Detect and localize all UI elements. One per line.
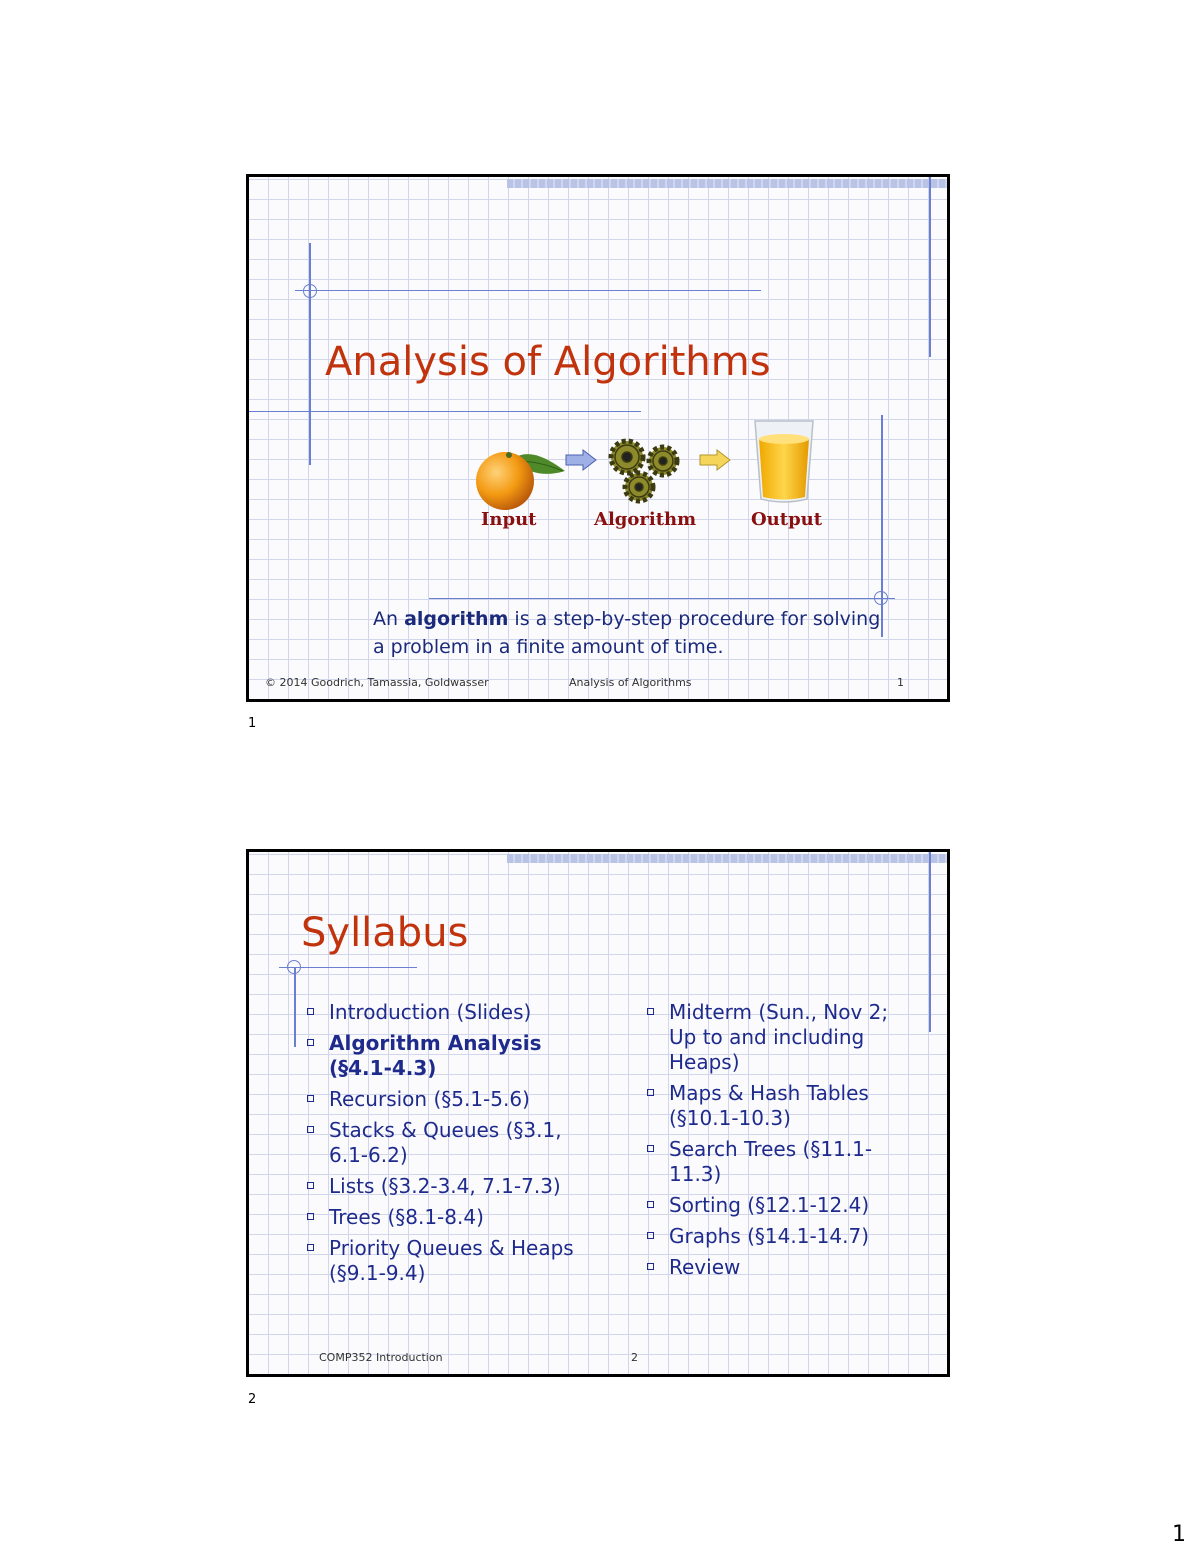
page-number: 1 (248, 716, 257, 731)
decorative-band (507, 854, 947, 863)
footer-slide-number: 2 (631, 1351, 638, 1364)
square-bullet-icon (307, 1095, 314, 1102)
gears-icon (605, 435, 689, 507)
square-bullet-icon (647, 1008, 654, 1015)
square-bullet-icon (647, 1263, 654, 1270)
list-item-text: Maps & Hash Tables (§10.1-10.3) (669, 1081, 869, 1130)
square-bullet-icon (647, 1089, 654, 1096)
crosshair-icon (287, 960, 301, 974)
slide-2 (246, 849, 950, 1377)
list-item (305, 1000, 605, 1025)
slide-title: Syllabus (301, 910, 469, 956)
list-item (645, 1081, 915, 1131)
flow-label-input: Input (481, 509, 537, 530)
list-item-text: Algorithm Analysis (§4.1-4.3) (329, 1031, 542, 1080)
list-item (645, 1224, 915, 1249)
square-bullet-icon (307, 1039, 314, 1046)
decorative-line (249, 411, 641, 412)
square-bullet-icon (307, 1213, 314, 1220)
footer-copyright: © 2014 Goodrich, Tamassia, Goldwasser (265, 676, 489, 689)
list-item (305, 1087, 605, 1112)
list-item (305, 1205, 605, 1230)
list-item (645, 1193, 915, 1218)
algorithm-definition (373, 605, 893, 661)
list-item (645, 1000, 915, 1075)
list-item (645, 1255, 915, 1280)
list-item-text: Recursion (§5.1-5.6) (329, 1087, 530, 1111)
flow-label-algorithm: Algorithm (594, 509, 697, 530)
syllabus-list-right (645, 1000, 915, 1286)
decorative-line (929, 177, 931, 357)
arrow-right-icon (699, 449, 731, 471)
list-item (305, 1118, 605, 1168)
list-item-text: Introduction (Slides) (329, 1000, 532, 1024)
list-item-text: Stacks & Queues (§3.1, 6.1-6.2) (329, 1118, 562, 1167)
decorative-band (507, 179, 947, 188)
decorative-line (294, 967, 296, 1047)
list-item (305, 1236, 605, 1286)
square-bullet-icon (307, 1126, 314, 1133)
list-item-text: Search Trees (§11.1-11.3) (669, 1137, 873, 1186)
square-bullet-icon (307, 1008, 314, 1015)
orange-icon (469, 439, 569, 511)
footer-title: Analysis of Algorithms (569, 676, 692, 689)
decorative-line (295, 290, 761, 291)
slide-1 (246, 174, 950, 702)
decorative-line (929, 852, 931, 1032)
syllabus-list-left (305, 1000, 605, 1292)
square-bullet-icon (647, 1201, 654, 1208)
footer-slide-number: 1 (897, 676, 904, 689)
list-item-text: Review (669, 1255, 741, 1279)
square-bullet-icon (647, 1232, 654, 1239)
flow-label-output: Output (751, 509, 823, 530)
arrow-right-icon (565, 449, 597, 471)
square-bullet-icon (307, 1244, 314, 1251)
decorative-line (429, 598, 895, 599)
list-item-text: Priority Queues & Heaps (§9.1-9.4) (329, 1236, 574, 1285)
slide-title: Analysis of Algorithms (325, 339, 771, 385)
list-item (305, 1174, 605, 1199)
list-item-text: Sorting (§12.1-12.4) (669, 1193, 870, 1217)
definition-prefix: An (373, 608, 405, 630)
list-item-text: Midterm (Sun., Nov 2; Up to and including Heaps) (669, 1000, 889, 1074)
list-item-text: Graphs (§14.1-14.7) (669, 1224, 870, 1248)
decorative-line (309, 243, 311, 465)
juice-glass-icon (751, 417, 817, 505)
definition-keyword: algorithm (404, 608, 509, 630)
page-number: 2 (248, 1392, 257, 1407)
list-item (305, 1031, 605, 1081)
footer-course: COMP352 Introduction (319, 1351, 443, 1364)
sheet-page-number: 1 (1172, 1522, 1186, 1547)
crosshair-icon (303, 284, 317, 298)
list-item (645, 1137, 915, 1187)
crosshair-icon (874, 591, 888, 605)
list-item-text: Trees (§8.1-8.4) (329, 1205, 484, 1229)
definition-suffix: is a step-by-step procedure for solving a problem in a finite amount of time. (373, 608, 881, 658)
square-bullet-icon (307, 1182, 314, 1189)
list-item-text: Lists (§3.2-3.4, 7.1-7.3) (329, 1174, 561, 1198)
square-bullet-icon (647, 1145, 654, 1152)
